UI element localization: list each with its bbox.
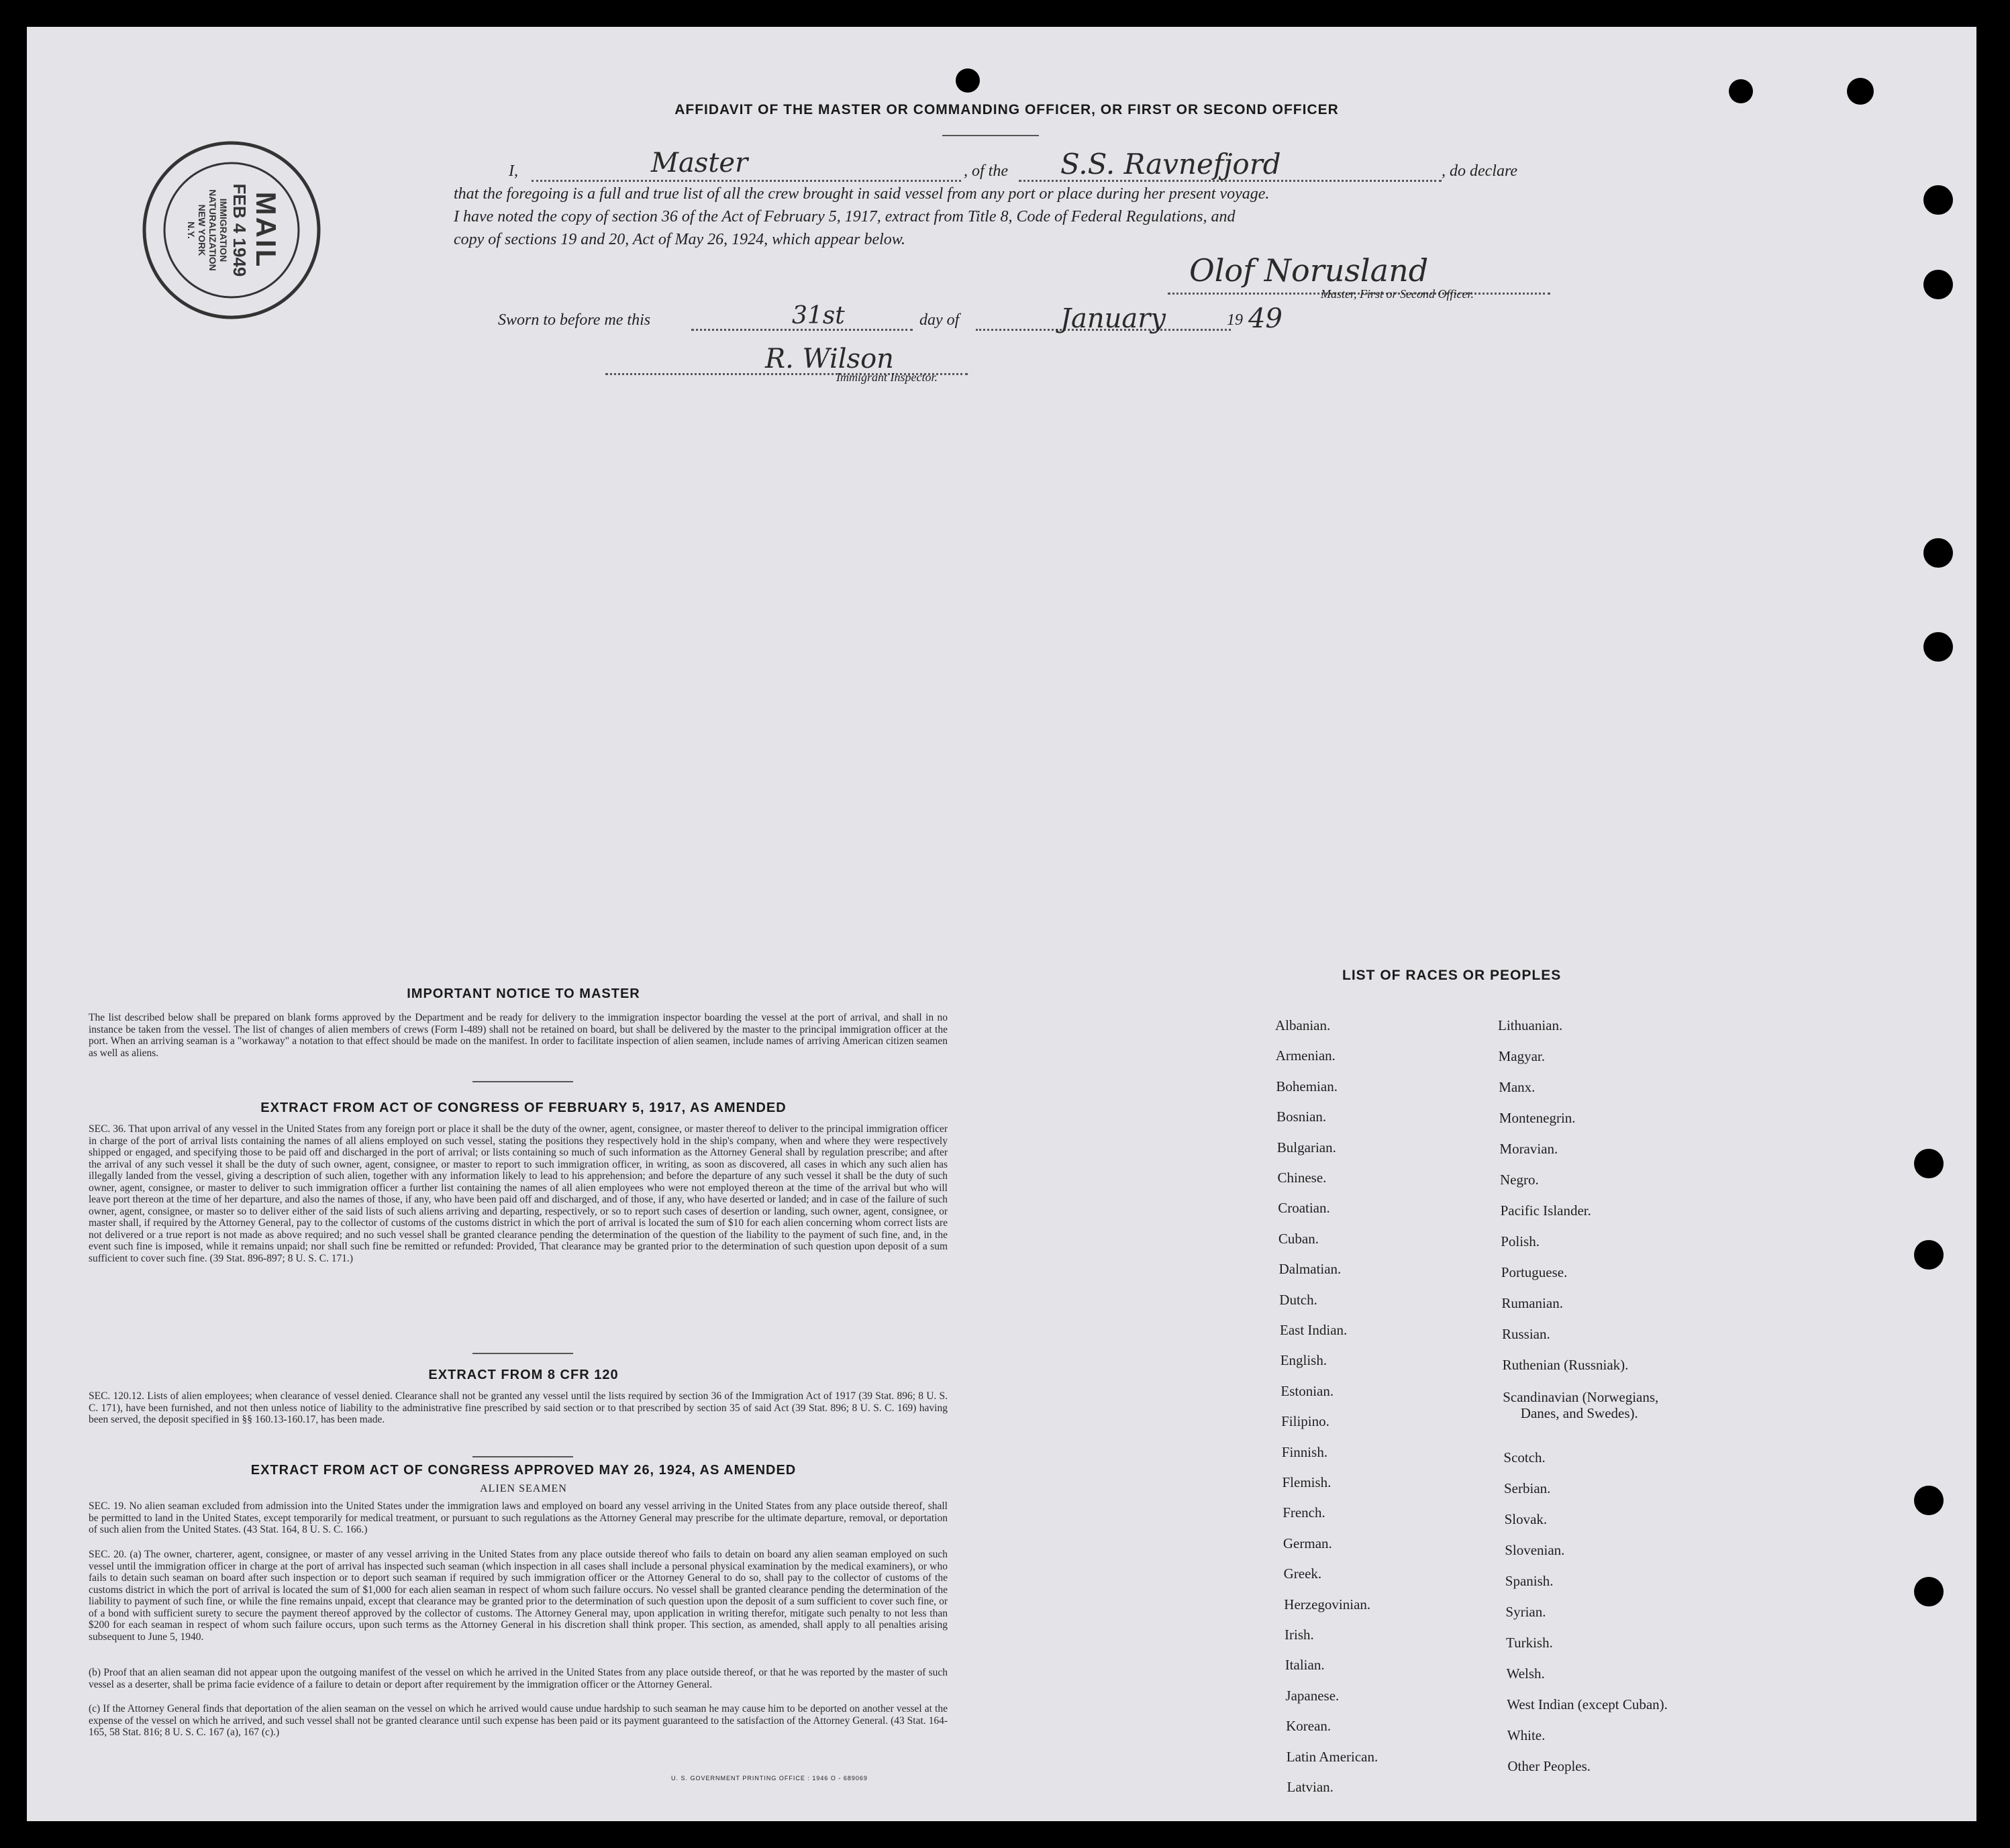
section-rule <box>472 1081 573 1082</box>
race-item: Other Peoples. <box>1507 1758 1591 1774</box>
race-item: Albanian. <box>1275 1017 1331 1033</box>
race-item: Portuguese. <box>1501 1264 1568 1280</box>
stamp-mail: MAIL <box>250 191 282 269</box>
race-item: Danes, and Swedes). <box>1520 1405 1638 1421</box>
race-item: Turkish. <box>1506 1635 1553 1651</box>
race-item: Chinese. <box>1277 1170 1327 1186</box>
sec-20c-body: (c) If the Attorney General finds that deportation of the alien seaman on the vessel on which he arrived would cause undue hardship to such seaman he may cause him to be deported on another vessel at the expense of the vessel on which he arrived, and such vessel shall not be granted clearance until such expense has been paid or its payment guaranteed to the satisfaction of the Attorney General. (43 Stat. 164-165, 58 Stat. 816; 8 U. S. C. 167 (a), 167 (c).) <box>89 1703 948 1738</box>
punch-hole <box>1914 1149 1944 1178</box>
year-prefix: 19 <box>1227 311 1243 329</box>
punch-hole <box>1729 79 1753 103</box>
race-item: Korean. <box>1286 1718 1331 1735</box>
race-item: Negro. <box>1500 1172 1539 1188</box>
race-item: Flemish. <box>1282 1474 1331 1490</box>
sec-19-body: SEC. 19. No alien seaman excluded from admission into the United States under the immigration laws and employed on board any vessel arriving in the United States from any place outside thereof, shall be permitted to land in the United States, except temporarily for medical treatment, or pursuant to such regulations as the Attorney General may prescribe for the ultimate departure, removal, or deportation of such alien from the United States. (43 Stat. 164, 8 U. S. C. 166.) <box>89 1500 948 1535</box>
race-item: Russian. <box>1502 1326 1550 1342</box>
extract-1917-title: EXTRACT FROM ACT OF CONGRESS OF FEBRUARY 5, 1917, AS AMENDED <box>260 1100 787 1115</box>
race-item: Dalmatian. <box>1278 1261 1342 1278</box>
race-item: West Indian (except Cuban). <box>1507 1696 1668 1712</box>
race-item: Manx. <box>1499 1079 1536 1095</box>
inspector-signature[interactable]: R. Wilson <box>765 344 894 374</box>
races-title: LIST OF RACES OR PEOPLES <box>1342 968 1562 983</box>
race-item: Ruthenian (Russniak). <box>1502 1357 1629 1373</box>
master-field-line <box>532 180 961 182</box>
race-item: Syrian. <box>1505 1604 1546 1620</box>
stamp-date: FEB 4 1949 <box>230 183 250 277</box>
extract-1924-title: EXTRACT FROM ACT OF CONGRESS APPROVED MAY 26, 1924, AS AMENDED <box>250 1463 797 1478</box>
race-item: Bulgarian. <box>1276 1139 1336 1156</box>
race-item: French. <box>1283 1504 1325 1521</box>
day-of-label: day of <box>919 311 960 329</box>
race-item: German. <box>1283 1535 1332 1551</box>
punch-hole <box>1914 1240 1944 1270</box>
punch-hole <box>1914 1577 1944 1606</box>
race-item: Montenegrin. <box>1499 1110 1576 1126</box>
affidavit-title: AFFIDAVIT OF THE MASTER OR COMMANDING OFFICER, OR FIRST OR SECOND OFFICER <box>674 102 1339 117</box>
received-stamp <box>141 140 322 321</box>
notice-body: The list described below shall be prepared on blank forms approved by the Department and be ready for delivery to the immigration inspector boarding the vessel at the port of arrival, and shall in no instance be taken from the vessel. The list of changes of alien members of crews (Form I-489) shall not be retained on board, but shall be delivered by the master to the principal immigration officer at the port. When an arriving seaman is a "workaway" a notation to that effect should be made on the manifest. In order to facilitate inspection of alien seamen, include names of arriving American citizen seamen as well as aliens. <box>89 1012 948 1059</box>
affidavit-i: I, <box>509 162 518 180</box>
punch-hole <box>956 68 980 93</box>
race-item: Latvian. <box>1287 1779 1334 1795</box>
notice-title: IMPORTANT NOTICE TO MASTER <box>407 986 640 1001</box>
punch-hole <box>1923 632 1953 662</box>
affidavit-line-3: I have noted the copy of section 36 of the Act of February 5, 1917, extract from Title 8, Code of Federal Regulations, and <box>454 208 1236 225</box>
sec-20a-body: SEC. 20. (a) The owner, charterer, agent, consignee, or master of any vessel arriving in the United States from any place outside thereof who fails to detain on board any alien seaman employed on such vessel until the immigration officer in charge at the port of arrival has inspected such seaman (which inspection in all cases shall include a personal physical examination by the medical examiners), or who fails to detain such seaman on board after such inspection or to deport such seaman if required by such immigration officer or the Attorney General to do so, shall pay to the collector of customs of the customs district in which the port of arrival is located the sum of $1,000 for each alien seaman in respect of whom such failure occurs. No vessel shall be granted clearance pending the determination of the liability to payment of such fine, or while the fine remains unpaid, except that clearance may be granted prior to the determination of such question upon the deposit of a sum sufficient to cover such fine, or of a bond with sufficient surety to secure the payment thereof approved by the collector of customs. The Attorney General may, upon application in writing therefor, mitigate such penalty to not less than $200 for each seaman in respect of whom such failure occurs, upon such terms as the Attorney General in his discretion shall think proper. This section, as amended, shall apply to all penalties arising subsequent to June 5, 1940. <box>89 1549 948 1643</box>
signature-caption: Master, First or Second Officer. <box>1321 287 1474 301</box>
extract-8cfr-body: SEC. 120.12. Lists of alien employees; when clearance of vessel denied. Clearance shall not be granted any vessel until the lists required by section 36 of the Immigration Act of 1917 (39 Stat. 896; 8 U. S. C. 171), have been furnished, and not then unless notice of liability to the administrative fine prescribed by said section or to that prescribed by section 35 of said Act (39 Stat. 896; 8 U. S. C. 169) having been served, the deposit specified in §§ 160.13-160.17, has been made. <box>89 1390 948 1425</box>
race-item: Lithuanian. <box>1498 1017 1563 1033</box>
punch-hole <box>1923 185 1953 215</box>
race-item: Herzegovinian. <box>1284 1596 1371 1612</box>
extract-8cfr-title: EXTRACT FROM 8 CFR 120 <box>428 1368 619 1382</box>
race-item: Rumanian. <box>1501 1295 1563 1311</box>
race-item: Polish. <box>1501 1233 1540 1249</box>
day-field[interactable]: 31st <box>792 302 845 329</box>
section-rule <box>472 1456 573 1457</box>
document-sheet <box>27 27 1976 1821</box>
race-item: Pacific Islander. <box>1500 1202 1591 1219</box>
master-signature[interactable]: Olof Norusland <box>1189 252 1429 289</box>
race-item: White. <box>1507 1727 1546 1743</box>
inspector-caption: Immigrant Inspector. <box>836 370 938 384</box>
extract-1924-subtitle: ALIEN SEAMEN <box>480 1483 567 1494</box>
section-rule <box>472 1353 573 1354</box>
extract-1917-body: SEC. 36. That upon arrival of any vessel in the United States from any foreign port or place it shall be the duty of the owner, agent, consignee, or master thereof to deliver to the principal immigration officer in charge of the port of arrival lists containing the names of all aliens employed on such vessel, stating the positions they respectively hold in the ship's company, when and where they were respectively shipped or engaged, and specifying those to be paid off and discharged in the port of arrival; or lists containing so much of such information as the Attorney General shall by regulation prescribe; and after the arrival of any such vessel it shall be the duty of such owner, agent, consignee, or master to report to such immigration officer, in writing, as soon as discovered, all cases in which any such alien has illegally landed from the vessel, giving a description of such alien, together with any information likely to lead to his apprehension; and before the departure of any such vessel it shall be the duty of such owner, agent, consignee, or master to deliver to such immigration officer a further list containing the names of all alien employees who were not employed thereon at the time of the arrival but who will leave port thereon at the time of her departure, and also the names of those, if any, who have been paid off and discharged, and of those, if any, who have deserted or landed; and in case of the failure of such owner, agent, consignee, or master so to deliver either of the said lists of such aliens arriving and departing, respectively, or so to report such cases of desertion or landing, such owner, agent, consignee, or master shall, if required by the Attorney General, pay to the collector of customs of the customs district in which the port of arrival is located the sum of $10 for each alien concerning whom correct lists are not delivered or a true report is not made as above required; and no such vessel shall be granted clearance pending the determination of the question of the liability to the payment of such fine, and, in the event such fine is imposed, while it remains unpaid; nor shall such fine be remitted or refunded: Provided, That clearance may be granted prior to the determination of such question upon deposit of a sum sufficient to cover such fine. (39 Stat. 896-897; 8 U. S. C. 171.) <box>89 1123 948 1264</box>
race-item: Slovenian. <box>1505 1542 1565 1558</box>
race-item: Armenian. <box>1275 1047 1336 1064</box>
race-item: Japanese. <box>1285 1687 1340 1704</box>
race-item: Irish. <box>1285 1627 1314 1643</box>
race-item: Bohemian. <box>1276 1078 1338 1094</box>
race-item: Bosnian. <box>1276 1109 1327 1125</box>
race-item: Croatian. <box>1278 1200 1330 1217</box>
affidavit-line-4: copy of sections 19 and 20, Act of May 26, 1924, which appear below. <box>454 231 906 248</box>
race-item: Slovak. <box>1504 1511 1548 1527</box>
race-item: Cuban. <box>1278 1230 1319 1247</box>
punch-hole <box>1914 1486 1944 1515</box>
race-item: Finnish. <box>1281 1443 1328 1460</box>
race-item: Scotch. <box>1503 1449 1546 1466</box>
race-item: Spanish. <box>1505 1573 1554 1589</box>
sec-20b-body: (b) Proof that an alien seaman did not appear upon the outgoing manifest of the vessel on which he arrived in the United States from any place outside thereof, or that he was reported by the master of such vessel as a deserter, shall be prima facie evidence of a failure to detain or deport after requirement by the immigration officer or the Attorney General. <box>89 1667 948 1690</box>
year-field[interactable]: 49 <box>1248 303 1283 334</box>
punch-hole <box>1923 270 1953 299</box>
do-declare-label: , do declare <box>1442 162 1518 180</box>
race-item: Moravian. <box>1499 1141 1558 1157</box>
vessel-field[interactable]: S.S. Ravnefjord <box>1060 148 1281 181</box>
title-rule <box>942 135 1039 136</box>
month-field[interactable]: January <box>1060 303 1166 334</box>
race-item: Welsh. <box>1506 1665 1545 1682</box>
punch-hole <box>1847 78 1874 105</box>
race-item: Filipino. <box>1281 1413 1329 1430</box>
punch-hole <box>1923 538 1953 568</box>
master-field[interactable]: Master <box>651 148 748 178</box>
race-item: Serbian. <box>1504 1480 1551 1496</box>
race-item: Dutch. <box>1279 1291 1317 1308</box>
race-item: Italian. <box>1285 1657 1325 1674</box>
stamp-state: N.Y. <box>186 221 197 239</box>
stamp-agency-2: NATURALIZATION <box>207 189 218 271</box>
sworn-label: Sworn to before me this <box>498 311 651 329</box>
affidavit-line-2: that the foregoing is a full and true list of all the crew brought in said vessel from any port or place during her present voyage. <box>454 185 1270 203</box>
printer-imprint: U. S. GOVERNMENT PRINTING OFFICE : 1946 O - 689069 <box>671 1775 868 1782</box>
stamp-agency-1: IMMIGRATION <box>218 198 229 262</box>
race-item: East Indian. <box>1280 1322 1348 1338</box>
race-item: Greek. <box>1283 1565 1322 1582</box>
race-item: Scandinavian (Norwegians, <box>1503 1389 1659 1405</box>
of-the-label: , of the <box>964 162 1008 180</box>
race-item: Latin American. <box>1286 1748 1378 1765</box>
stamp-city: NEW YORK <box>197 204 207 256</box>
race-item: Magyar. <box>1498 1048 1545 1064</box>
race-item: Estonian. <box>1280 1382 1334 1399</box>
race-item: English. <box>1280 1352 1327 1369</box>
